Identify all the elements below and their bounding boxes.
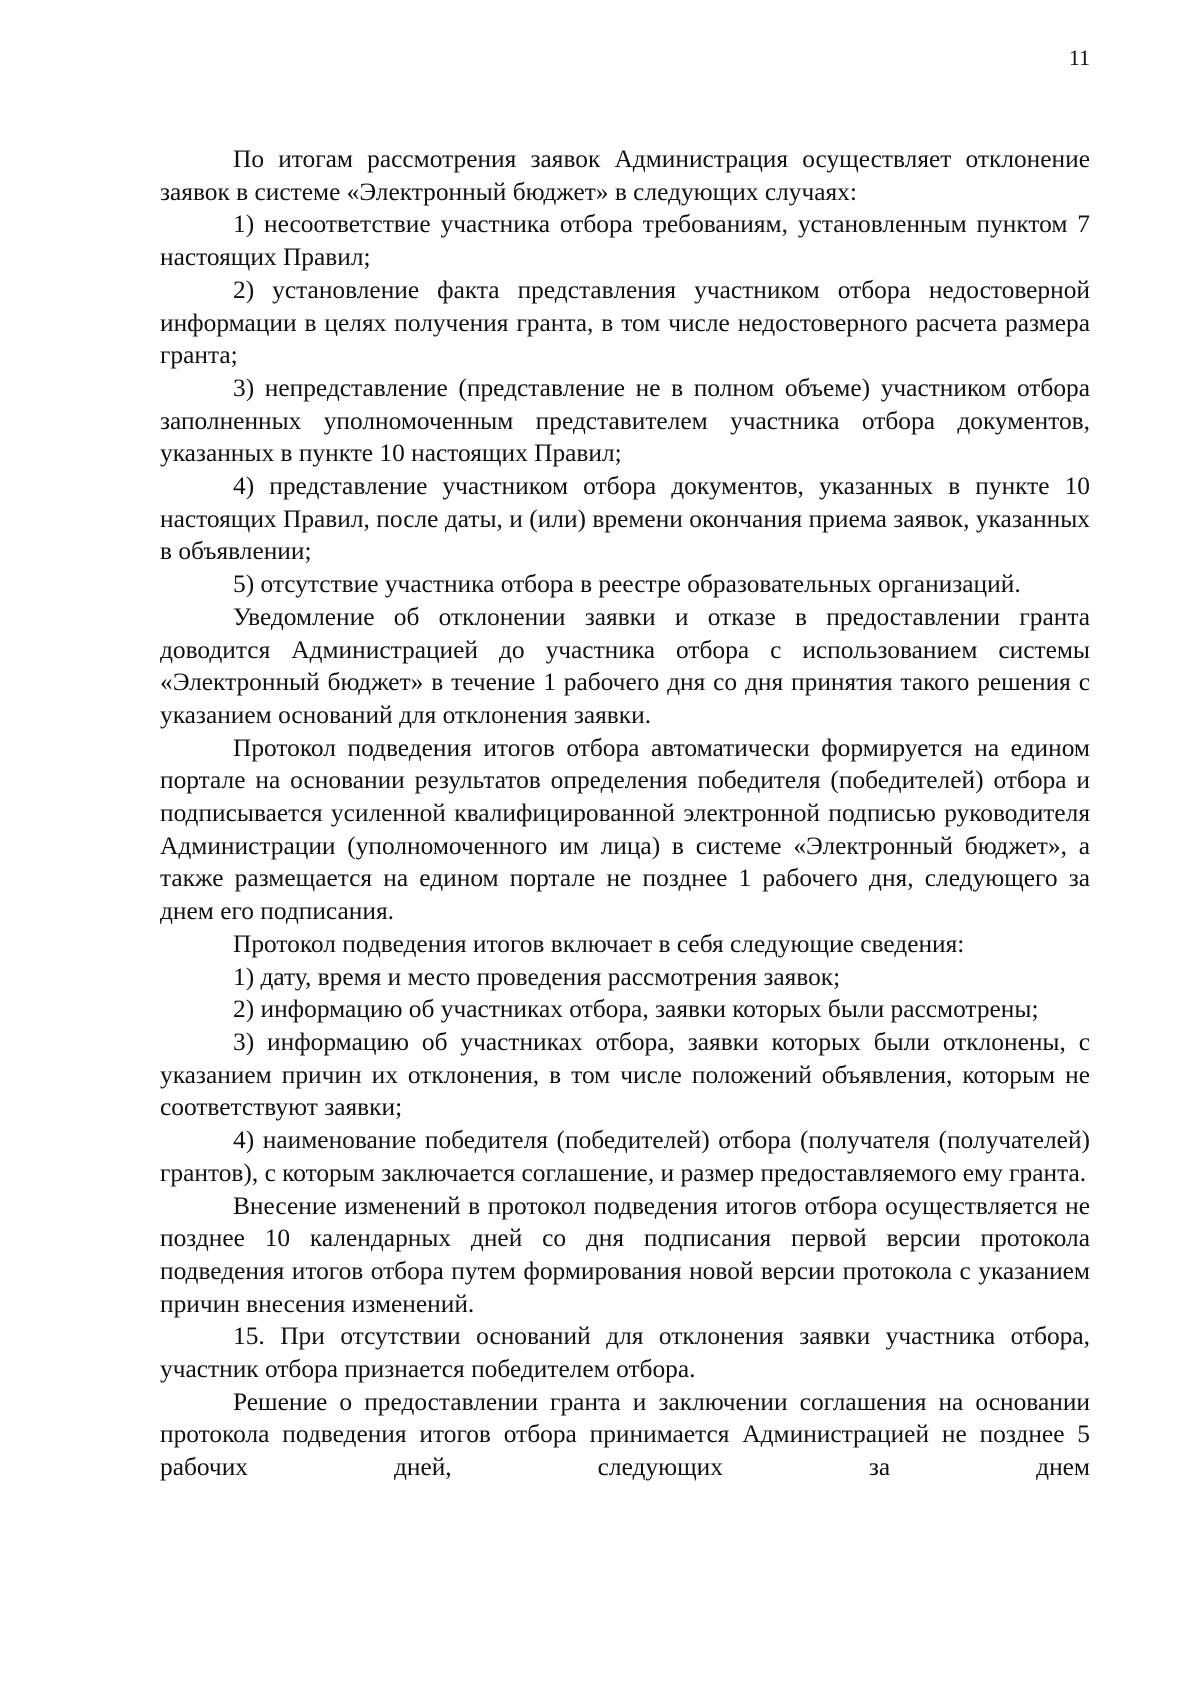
paragraph-decision: Решение о предоставлении гранта и заключении соглашения на основании протокола подведения итогов отбора принимается Администрацией не позднее 5 рабочих дней, следующих за днем <box>160 1387 1090 1482</box>
protocol-item-1: 1) дату, время и место проведения рассмотрения заявок; <box>233 962 841 991</box>
paragraph-15: 15. При отсутствии оснований для отклонения заявки участника отбора, участник отбора признается победителем отбора. <box>160 1322 1090 1384</box>
document-body <box>160 143 1090 1484</box>
list-item-5: 5) отсутствие участника отбора в реестре образовательных организаций. <box>233 570 1021 599</box>
protocol-item-4: 4) наименование победителя (победителей) отбора (получателя (получателей) грантов), с которым заключается соглашение, и размер предоставляемого ему гранта. <box>160 1126 1090 1187</box>
paragraph-intro: По итогам рассмотрения заявок Администрация осуществляет отклонение заявок в системе «Электронный бюджет» в следующих случаях: <box>160 145 1090 206</box>
list-item-3: 3) непредставление (представление не в полном объеме) участником отбора заполненных уполномоченным представителем участника отбора документов, указанных в пункте 10 настоящих Правил; <box>160 373 1090 468</box>
paragraph-notification: Уведомление об отклонении заявки и отказе в предоставлении гранта доводится Администрацией до участника отбора с использованием системы «Электронный бюджет» в течение 1 рабочего дня со дня принятия такого решения с указанием оснований для отклонения заявки. <box>160 602 1090 729</box>
paragraph-amendments: Внесение изменений в протокол подведения итогов отбора осуществляется не позднее 10 календарных дней со дня подписания первой версии протокола подведения итогов отбора путем формирования новой версии протокола с указанием причин внесения изменений. <box>160 1191 1090 1318</box>
list-item-1: 1) несоответствие участника отбора требованиям, установленным пунктом 7 настоящих Правил; <box>160 210 1090 272</box>
list-item-4: 4) представление участником отбора документов, указанных в пункте 10 настоящих Правил, после даты, и (или) времени окончания приема заявок, указанных в объявлении; <box>160 472 1090 566</box>
paragraph-protocol: Протокол подведения итогов отбора автоматически формируется на едином портале на основании результатов определения победителя (победителей) отбора и подписывается усиленной квалифицированной электронной подписью руководителя Администрации (уполномоченного им лица) в системе «Электронный бюджет», а также размещается на едином портале не позднее 1 рабочего дня, следующего за днем его подписания. <box>160 733 1090 926</box>
protocol-item-2: 2) информацию об участниках отбора, заявки которых были рассмотрены; <box>233 995 1039 1024</box>
page-number: 11 <box>1068 45 1090 70</box>
paragraph-protocol-contents: Протокол подведения итогов включает в себя следующие сведения: <box>233 929 965 958</box>
list-item-2: 2) установление факта представления участником отбора недостоверной информации в целях получения гранта, в том числе недостоверного расчета размера гранта; <box>160 275 1090 370</box>
protocol-item-3: 3) информацию об участниках отбора, заявки которых были отклонены, с указанием причин их отклонения, в том числе положений объявления, которым не соответствуют заявки; <box>160 1027 1090 1122</box>
